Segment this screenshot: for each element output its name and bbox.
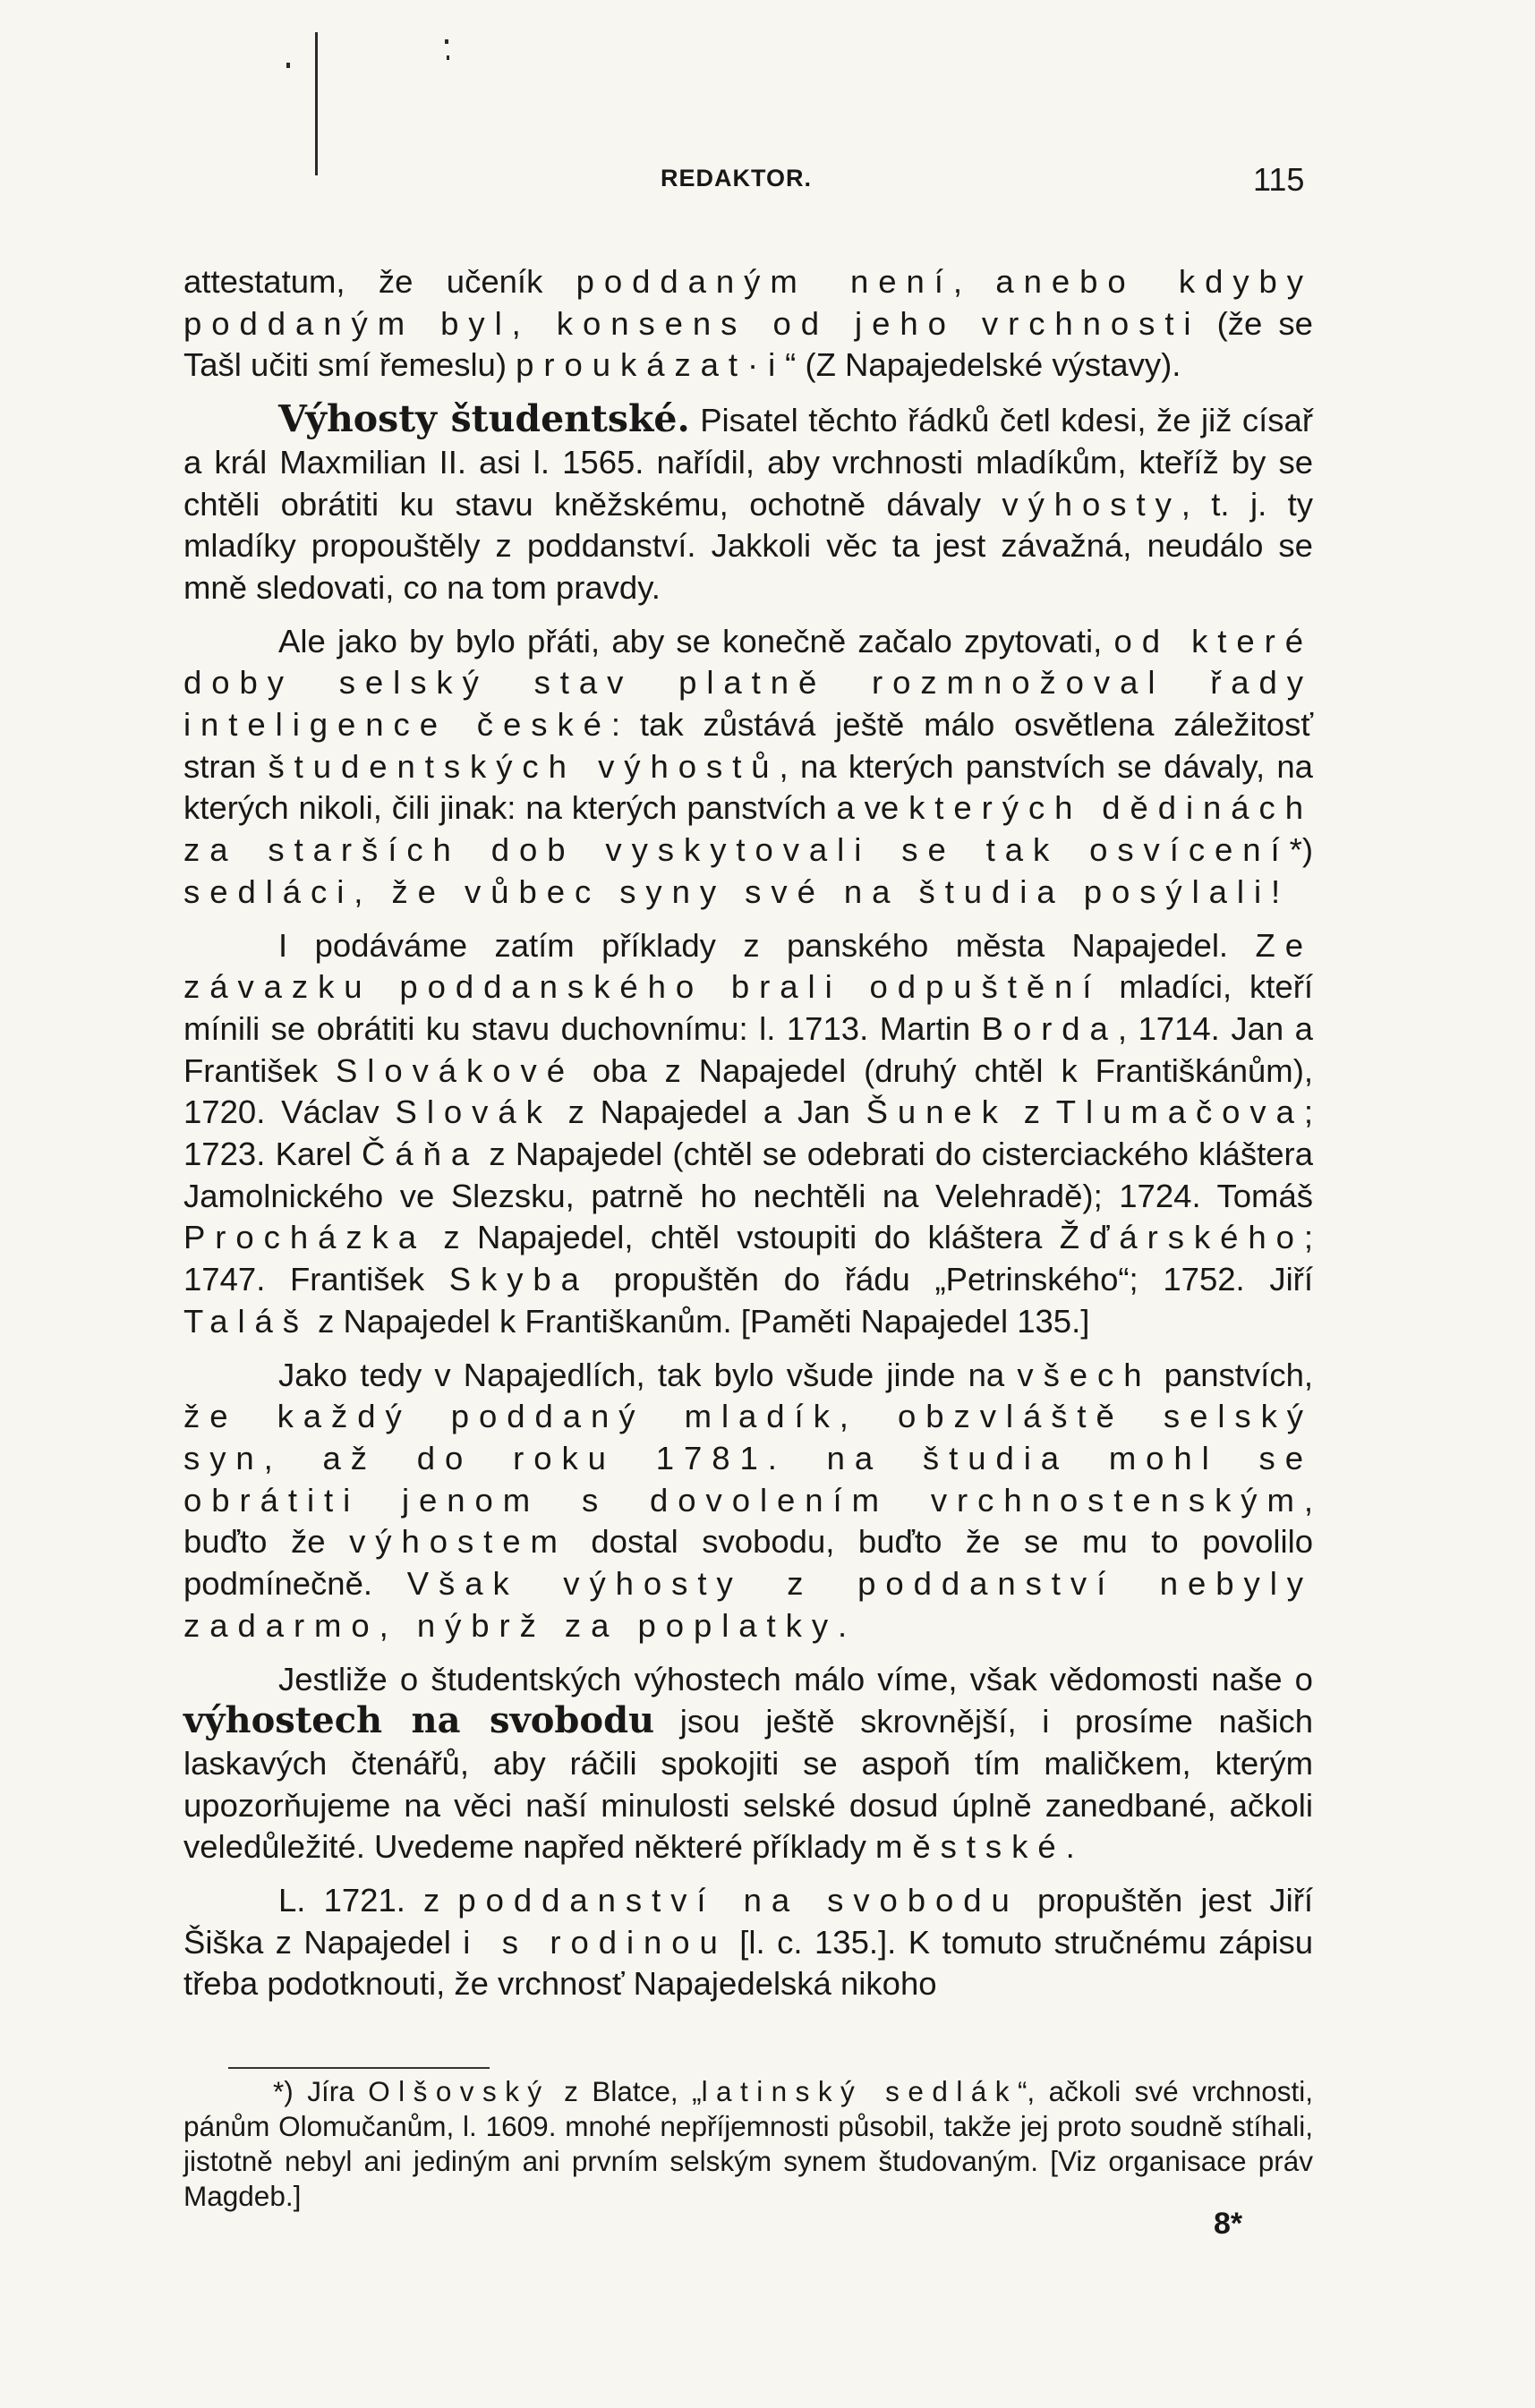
spaced-emphasis: poddaným není: [576, 263, 953, 300]
text-run: , 1714. Jan a František: [183, 1009, 1313, 1089]
spaced-emphasis: Slovákové: [336, 1051, 575, 1089]
text-run: z Napajedel a Jan: [551, 1093, 866, 1131]
bold-emphasis: výhostech na svobodu: [183, 1699, 655, 1742]
text-run: Ale jako by bylo přáti, aby se konečně začalo zpytovati,: [278, 622, 1114, 659]
text-run: ,: [952, 263, 996, 300]
spaced-emphasis: sedláci, že vůbec syny své na študia posýlali: [183, 872, 1272, 910]
paragraph: [183, 1880, 1313, 2005]
scan-artifact-mark: [286, 63, 290, 68]
text-run: ; 1747. František: [183, 1219, 1313, 1298]
text-run: (že se Tašl učiti smí řemeslu): [183, 304, 1313, 384]
text-run: ; 1723. Karel: [183, 1093, 1313, 1173]
text-run: “ (Z Napajedelské výstavy).: [785, 346, 1181, 384]
paragraph: [183, 261, 1313, 387]
text-run: oba z Napajedel (druhý chtěl k Františkánům), 1720. Václav: [183, 1051, 1313, 1131]
spaced-emphasis: Borda: [981, 1009, 1118, 1047]
text-run: z Napajedel (chtěl se odebrati do cisterciackého kláštera Jamolnického ve Slezsku, patrně ho nechtěli na Velehradě); 1724. Tomáš: [183, 1136, 1313, 1214]
spaced-emphasis: Skyba: [448, 1261, 589, 1298]
text-run: dostal svobodu, buďto že se mu to povolilo podmínečně.: [183, 1523, 1313, 1603]
spaced-emphasis: výhostem: [349, 1523, 567, 1561]
text-run: .: [1065, 1828, 1075, 1866]
section-title: Výhosty študentské.: [278, 397, 690, 441]
text-run: *) Jíra: [273, 2075, 369, 2107]
text-run: jsou ještě skrovnější, i prosíme našich laskavých čtenářů, aby ráčili spokojiti se aspoň tím maličkem, kterým upozorňujeme na věci naší minulosti selské dosud úplně zanedbané, ačkoli veledůležité. Uvedeme napřed některé příklady: [183, 1703, 1313, 1866]
spaced-emphasis: městské: [875, 1828, 1066, 1866]
spaced-emphasis: Ze závazku poddanského brali odpuštění: [183, 926, 1313, 1006]
footnote: [183, 2074, 1313, 2214]
text-run: Jestliže o študentských výhostech málo víme, však vědomosti naše o: [278, 1660, 1313, 1698]
text-run: *): [1289, 831, 1313, 869]
body-text: [183, 261, 1313, 2005]
spaced-emphasis: od které doby selský stav platně rozmnožoval řady inteligence české: [183, 622, 1313, 744]
text-run: mladíci, kteří mínili se obrátiti ku stavu duchovnímu: l. 1713. Martin: [183, 968, 1313, 1047]
spaced-emphasis: Olšovský: [368, 2075, 550, 2107]
spaced-emphasis: Procházka: [183, 1219, 426, 1256]
spaced-emphasis: všech: [1017, 1356, 1152, 1393]
text-run: z Napajedel k Františkanům. [Paměti Napajedel 135.]: [308, 1302, 1090, 1340]
text-run: L. 1721. z: [278, 1882, 458, 1919]
paragraph: [183, 1659, 1313, 1869]
paragraph: [183, 1355, 1313, 1647]
scan-artifact-mark: [445, 39, 448, 44]
spaced-emphasis: študentských výhostů: [268, 747, 780, 785]
spaced-emphasis: kterých dědinách za starších dob vyskytovali se tak osvícení: [183, 789, 1313, 869]
text-run: propuštěn jest Jiří Šiška z Napajedel: [183, 1882, 1313, 1961]
text-run: , t. j. ty mladíky propouštěly z poddanství. Jakkoli věc ta jest závažná, neudálo se mně sledovati, co na tom pravdy.: [183, 485, 1313, 606]
text-run: panstvích,: [1151, 1356, 1314, 1393]
spaced-emphasis: Slovák: [395, 1093, 552, 1131]
spaced-emphasis: Šunek: [866, 1093, 1008, 1131]
spaced-emphasis: výhosty: [1002, 485, 1181, 523]
spaced-emphasis: že každý poddaný mladík, obzvláště selský syn, až do roku 1781. na študia mohl se obrátiti jenom s dovolením vrchnostenským: [183, 1398, 1313, 1519]
page-header: [0, 159, 1535, 213]
spaced-emphasis: anebo kdyby poddaným byl, konsens od jeho vrchnosti: [183, 263, 1313, 342]
text-run: : tak zůstává ještě málo osvětlena záležitosť stran: [183, 706, 1314, 785]
text-run: I podáváme zatím příklady z panského města Napajedel.: [278, 926, 1256, 964]
text-run: .: [838, 1606, 848, 1644]
text-run: attestatum, že učeník: [183, 263, 576, 300]
scan-artifact-mark: [315, 32, 318, 175]
footnote-text: [183, 2074, 1313, 2214]
signature-mark: 8*: [1214, 2207, 1243, 2241]
spaced-emphasis: Však výhosty z poddanství nebyly zadarmo, nýbrž za poplatky: [183, 1565, 1313, 1644]
text-run: z: [1007, 1093, 1056, 1131]
text-run: “, ačkoli své vrchnosti, pánům Olomučanům, l. 1609. mnohé nepříjemnosti působil, takže jej proto soudně stíhali, jistotně nebyl ani jediným ani prvním selským synem študovaným. [Viz organisace práv Magdeb.]: [183, 2075, 1313, 2212]
text-run: , na kterých panstvích se dávaly, na kterých nikoli, čili jinak: na kterých panstvích a ve: [183, 747, 1313, 827]
running-head: REDAKTOR.: [661, 165, 813, 191]
spaced-emphasis: Čáňa: [362, 1136, 480, 1173]
spaced-emphasis: latinský sedlák: [701, 2075, 1018, 2107]
text-run: Pisatel těchto řádků četl kdesi, že již císař a král Maxmilian II. asi l. 1565. nařídil, aby vrchnosti mladíkům, kteříž by se chtěli obrátiti ku stavu kněžskému, ochotně dávaly: [183, 402, 1313, 523]
paragraph: [183, 925, 1313, 1343]
text-run: z Blatce, „: [550, 2075, 702, 2107]
text-run: , buďto že: [183, 1481, 1313, 1561]
text-run: !: [1271, 872, 1281, 910]
page-number: 115: [1253, 161, 1305, 198]
paragraph: [183, 621, 1313, 914]
paragraph: [183, 398, 1313, 609]
spaced-emphasis: poddanství na svobodu: [457, 1882, 1019, 1919]
text-run: [l. c. 135.]. K tomuto stručnému zápisu třeba podotknouti, že vrchnosť Napajedelská nikoho: [183, 1923, 1313, 2003]
spaced-emphasis: proukázat·i: [516, 346, 786, 384]
spaced-emphasis: Žďárského: [1059, 1219, 1304, 1256]
scan-artifact-mark: [447, 55, 449, 60]
text-run: propuštěn do řádu „Petrinského“; 1752. Jiří: [588, 1261, 1313, 1298]
text-run: z Napajedel, chtěl vstoupiti do kláštera: [426, 1219, 1060, 1256]
text-run: Jako tedy v Napajedlích, tak bylo všude jinde na: [278, 1356, 1018, 1393]
spaced-emphasis: i s rodinou: [463, 1923, 728, 1961]
footnote-rule: [228, 2067, 490, 2069]
spaced-emphasis: Taláš: [183, 1302, 309, 1340]
spaced-emphasis: Tlumačova: [1055, 1093, 1304, 1131]
